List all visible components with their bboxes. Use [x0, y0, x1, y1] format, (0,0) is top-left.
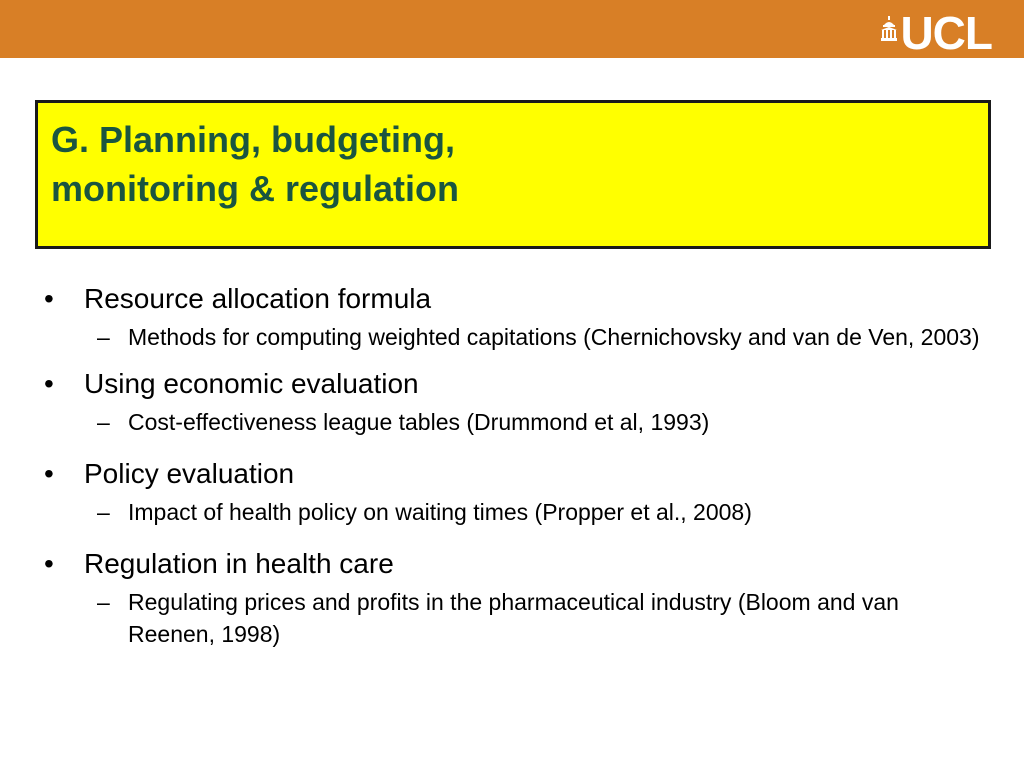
- header-bar: [0, 0, 1024, 58]
- bullet-marker: •: [44, 458, 54, 489]
- bullet-text: Regulation in health care: [84, 548, 394, 579]
- bullet-text: Resource allocation formula: [84, 283, 432, 314]
- bullet-item: [40, 280, 990, 318]
- sub-bullet-marker: –: [97, 409, 110, 435]
- sub-bullet-item: [40, 586, 990, 650]
- sub-bullet-item: [40, 496, 990, 528]
- ucl-logo: [880, 7, 992, 59]
- ucl-logo-text: UCL: [900, 7, 992, 59]
- bullet-list: [40, 280, 990, 650]
- bullet-item: [40, 365, 990, 403]
- bullet-marker: •: [44, 368, 54, 399]
- slide-title: [38, 103, 988, 213]
- portico-icon: [880, 16, 898, 42]
- title-line-1: G. Planning, budgeting,: [51, 119, 455, 160]
- bullet-item: [40, 455, 990, 493]
- sub-bullet-item: [40, 406, 990, 438]
- sub-bullet-marker: –: [97, 499, 110, 525]
- sub-bullet-marker: –: [97, 324, 110, 350]
- title-box: [35, 100, 991, 249]
- bullet-item: [40, 545, 990, 583]
- bullet-text: Policy evaluation: [84, 458, 295, 489]
- bullet-marker: •: [44, 283, 54, 314]
- sub-bullet-marker: –: [97, 589, 110, 615]
- sub-bullet-text: Impact of health policy on waiting times (Propper et al., 2008): [128, 499, 752, 525]
- sub-bullet-text: Cost-effectiveness league tables (Drummond et al, 1993): [128, 409, 710, 435]
- sub-bullet-text: Regulating prices and profits in the pharmaceutical industry (Bloom and van Reenen, 1998): [128, 589, 899, 647]
- sub-bullet-item: [40, 321, 990, 353]
- sub-bullet-text: Methods for computing weighted capitations (Chernichovsky and van de Ven, 2003): [128, 324, 980, 350]
- title-line-2: monitoring & regulation: [51, 168, 459, 209]
- bullet-marker: •: [44, 548, 54, 579]
- bullet-text: Using economic evaluation: [84, 368, 419, 399]
